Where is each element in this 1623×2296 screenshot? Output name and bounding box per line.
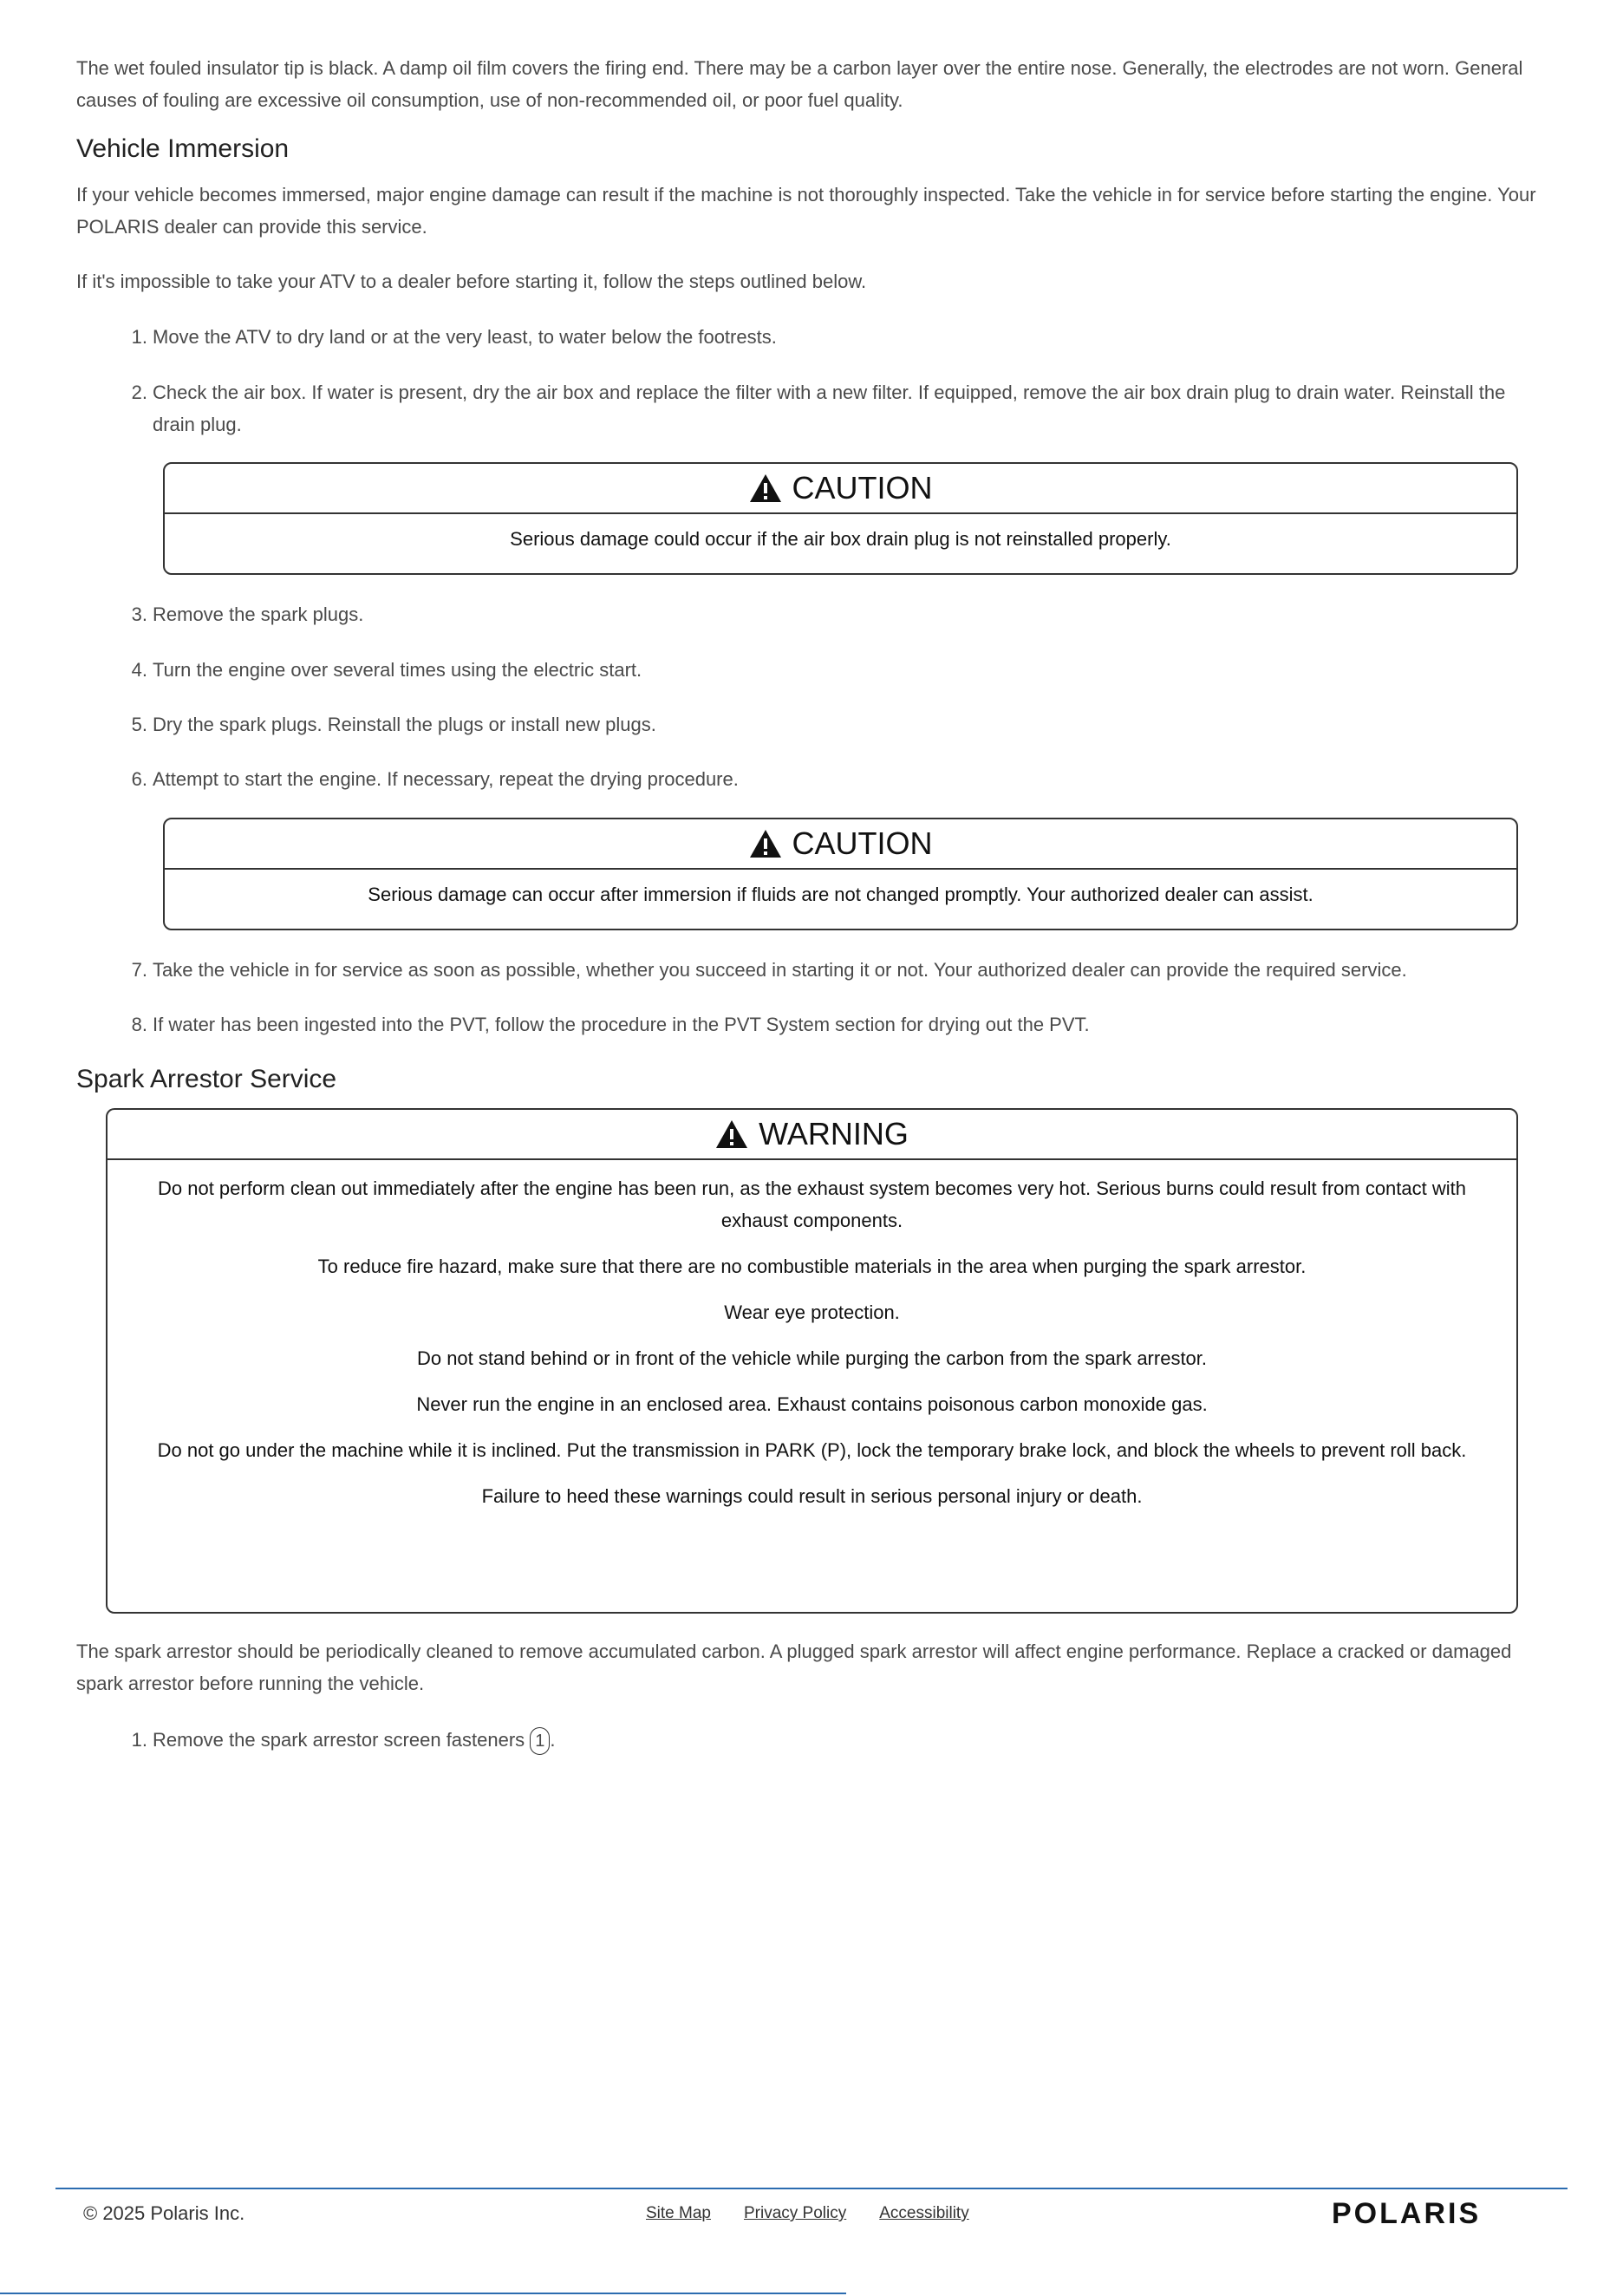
step-number: 4.: [131, 659, 147, 681]
warning-header: [108, 1110, 1516, 1160]
caution-box-1: [163, 462, 1518, 575]
accessibility-link[interactable]: Accessibility: [879, 2204, 969, 2222]
polaris-logo[interactable]: POLARIS: [1332, 2197, 1482, 2230]
spark-arrestor-paragraph: The spark arrestor should be periodically cleaned to remove accumulated carbon. A plugged spark arrestor will affect engine performance. Replace a cracked or damaged spark arrestor before running the vehicle.: [76, 1640, 1512, 1694]
warning-line: Do not perform clean out immediately after the engine has been run, as the exhaust system becomes very hot. Serious burns could result from contact with exhaust components.: [158, 1177, 1466, 1231]
warning-line: Wear eye protection.: [724, 1301, 900, 1323]
step-text: Move the ATV to dry land or at the very least, to water below the footrests.: [153, 326, 777, 348]
caution-title: CAUTION: [792, 825, 933, 861]
warning-box: [106, 1108, 1518, 1614]
step-number: 8.: [131, 1014, 147, 1035]
step-number: 3.: [131, 603, 147, 625]
spark-arrestor-heading: Spark Arrestor Service: [76, 1065, 337, 1093]
step-number: 5.: [131, 714, 147, 735]
step-text: Take the vehicle in for service as soon as possible, whether you succeed in starting it or not. Your authorized dealer can provide the required service.: [153, 959, 1407, 981]
immersion-paragraph-2: If it's impossible to take your ATV to a dealer before starting it, follow the steps outlined below.: [76, 271, 867, 292]
step-text: Attempt to start the engine. If necessary, repeat the drying procedure.: [153, 768, 739, 790]
step-text: If water has been ingested into the PVT, follow the procedure in the PVT System section for drying out the PVT.: [153, 1014, 1090, 1035]
warning-body: [108, 1160, 1516, 1521]
warning-line: Failure to heed these warnings could result in serious personal injury or death.: [481, 1485, 1143, 1507]
immersion-step-2: [111, 376, 1533, 440]
step-text-main: Remove the spark arrestor screen fasteners: [153, 1729, 531, 1751]
immersion-step-6: [111, 763, 1533, 795]
copyright-text: © 2025 Polaris Inc.: [83, 2202, 245, 2224]
step-text: Check the air box. If water is present, dry the air box and replace the filter with a new filter. If equipped, remove the air box drain plug to drain water. Reinstall the drain plug.: [153, 382, 1506, 435]
immersion-step-3: [111, 598, 1533, 630]
step-text: Dry the spark plugs. Reinstall the plugs or install new plugs.: [153, 714, 656, 735]
caution-title: CAUTION: [792, 470, 933, 506]
immersion-step-4: [111, 654, 1533, 686]
immersion-step-1: [111, 321, 1533, 353]
step-text: Turn the engine over several times using the electric start.: [153, 659, 642, 681]
footer-divider: [55, 2188, 1568, 2189]
warning-triangle-icon: [715, 1119, 748, 1149]
footer: [0, 2198, 1623, 2233]
warning-triangle-icon: [749, 473, 782, 503]
caution-text: Serious damage could occur if the air box drain plug is not reinstalled properly.: [510, 528, 1171, 550]
caution-header: [165, 819, 1516, 870]
step-text-end: .: [550, 1729, 556, 1751]
vehicle-immersion-heading: Vehicle Immersion: [76, 134, 290, 163]
step-number: 1.: [131, 1729, 147, 1751]
step-number: 1.: [131, 326, 147, 348]
warning-line: Never run the engine in an enclosed area. Exhaust contains poisonous carbon monoxide gas.: [416, 1393, 1208, 1415]
step-number: 7.: [131, 959, 147, 981]
immersion-paragraph-1: If your vehicle becomes immersed, major engine damage can result if the machine is not thoroughly inspected. Take the vehicle in for service before starting the engine. Your POLARIS dealer can provide this service.: [76, 184, 1536, 238]
immersion-step-7: [111, 954, 1550, 986]
spark-step-1: [111, 1724, 1533, 1756]
intro-paragraph: The wet fouled insulator tip is black. A damp oil film covers the firing end. There may be a carbon layer over the entire nose. Generally, the electrodes are not worn. General causes of fouling are excessive oil consumption, use of non-recommended oil, or poor fuel quality.: [76, 57, 1523, 111]
step-number: 2.: [131, 382, 147, 403]
bottom-scroll-bar: [0, 2293, 846, 2294]
site-map-link[interactable]: Site Map: [646, 2204, 711, 2222]
caution-box-2: [163, 818, 1518, 930]
step-text: [153, 1724, 1533, 1756]
step-text: Remove the spark plugs.: [153, 603, 364, 625]
warning-line: To reduce fire hazard, make sure that there are no combustible materials in the area when purging the spark arrestor.: [317, 1256, 1307, 1277]
warning-line: Do not stand behind or in front of the vehicle while purging the carbon from the spark arrestor.: [416, 1347, 1208, 1369]
privacy-policy-link[interactable]: Privacy Policy: [743, 2204, 847, 2222]
warning-title: WARNING: [759, 1116, 909, 1151]
caution-header: [165, 464, 1516, 514]
immersion-step-5: [111, 708, 1533, 740]
immersion-step-8: [111, 1008, 1533, 1040]
warning-line: Do not go under the machine while it is inclined. Put the transmission in PARK (P), lock the temporary brake lock, and block the wheels to prevent roll back.: [157, 1439, 1467, 1461]
callout-marker: 1: [530, 1727, 550, 1755]
footer-links: [646, 2198, 969, 2229]
warning-triangle-icon: [749, 829, 782, 858]
caution-text: Serious damage can occur after immersion if fluids are not changed promptly. Your authorized dealer can assist.: [368, 884, 1313, 905]
step-number: 6.: [131, 768, 147, 790]
